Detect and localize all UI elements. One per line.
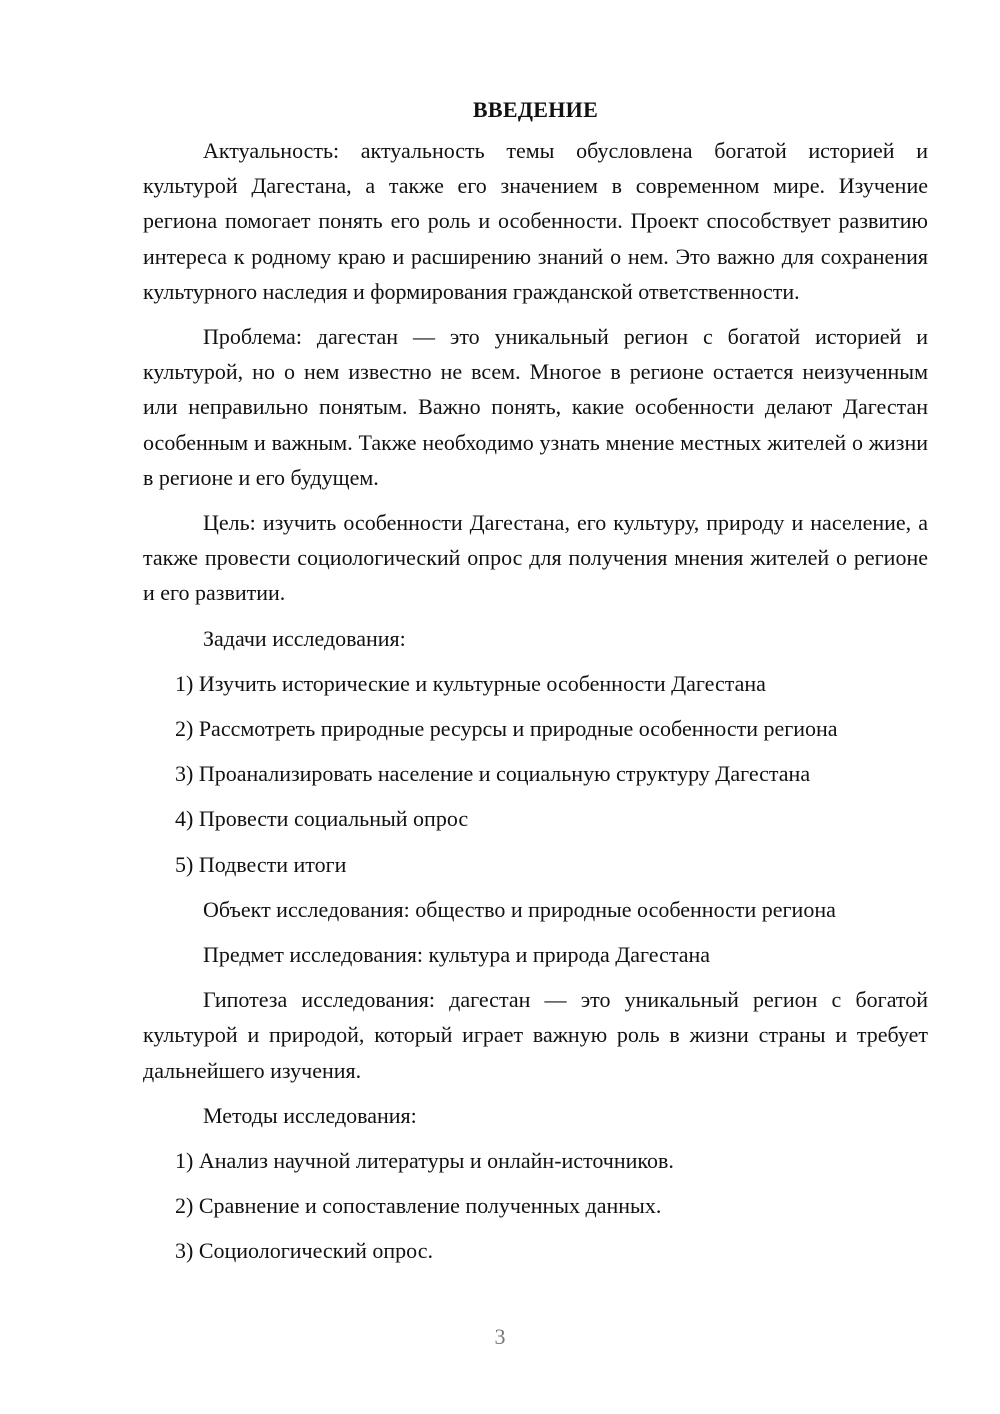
task-item: 4) Провести социальный опрос [175,806,469,832]
hypothesis-paragraph: Гипотеза исследования: дагестан — это уникальный регион с богатой культурой и природой, который играет важную роль в жизни страны и требует дальнейшего изучения. [143,987,928,1083]
relevance-paragraph: Актуальность: актуальность темы обусловлена богатой историей и культурой Дагестана, а также его значением в современном мире. Изучение региона помогает понять его роль и особенности. Проект способствует развитию интереса к родному краю и расширению знаний о нем. Это важно для сохранения культурного наследия и формирования гражданской ответственности. [143,138,928,304]
method-item: 1) Анализ научной литературы и онлайн-источников. [175,1148,674,1174]
goal-paragraph: Цель: изучить особенности Дагестана, его культуру, природу и население, а также провести социологический опрос для получения мнения жителей о регионе и его развитии. [143,510,928,606]
task-item: 1) Изучить исторические и культурные особенности Дагестана [175,670,766,696]
section-title: ВВЕДЕНИЕ [472,97,599,122]
task-item: 5) Подвести итоги [175,851,347,877]
method-item: 2) Сравнение и сопоставление полученных данных. [175,1193,662,1219]
object-line: Объект исследования: общество и природные особенности региона [203,896,836,922]
problem-paragraph: Проблема: дагестан — это уникальный регион с богатой историей и культурой, но о нем известно не всем. Многое в регионе остается неизученным или неправильно понятым. Важно понять, какие особенности делают Дагестан особенным и важным. Также необходимо узнать мнение местных жителей о жизни в регионе и его будущем. [143,324,928,490]
page-number: 3 [494,1324,506,1349]
document-page [143,93,928,1279]
methods-heading: Методы исследования: [203,1102,417,1128]
task-item: 2) Рассмотреть природные ресурсы и природные особенности региона [175,716,838,742]
task-item: 3) Проанализировать население и социальную структуру Дагестана [175,761,811,787]
subject-line: Предмет исследования: культура и природа Дагестана [203,942,711,968]
tasks-heading: Задачи исследования: [203,625,406,651]
method-item: 3) Социологический опрос. [175,1238,433,1264]
